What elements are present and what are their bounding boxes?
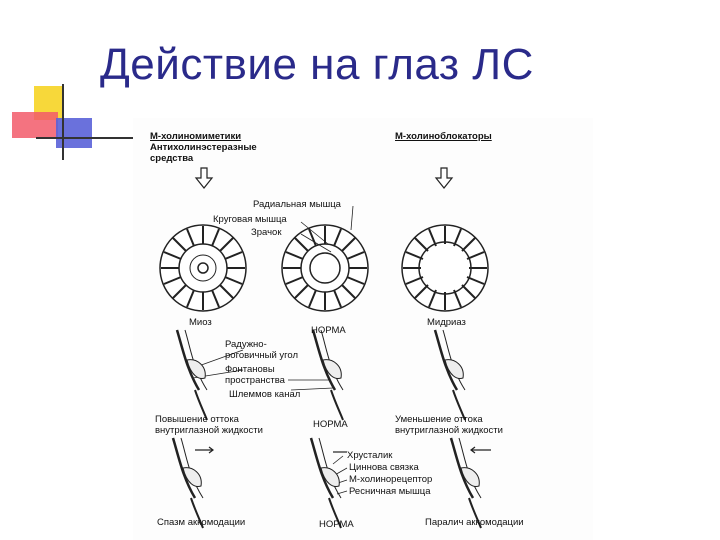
label-lens: Хрусталик — [347, 450, 393, 461]
iris-mydriasis — [402, 225, 488, 311]
label-iridocorneal-2: роговичный угол — [225, 350, 299, 361]
label-m-cholinomimetics: М-холиномиметики — [150, 131, 242, 142]
label-schlemm-canal: Шлеммов канал — [229, 389, 301, 400]
iris-miosis — [160, 225, 246, 311]
label-miosis: Миоз — [189, 317, 212, 328]
iris-normal — [282, 225, 368, 311]
decor-red-square — [12, 112, 58, 138]
label-circular-muscle: Круговая мышца — [213, 214, 287, 225]
label-spasm-accommodation: Спазм аккомодации — [157, 517, 246, 528]
label-pupil: Зрачок — [251, 227, 282, 238]
label-radial-muscle: Радиальная мышца — [253, 199, 341, 210]
decor-vertical-line — [62, 84, 64, 160]
label-mydriasis: Мидриаз — [427, 317, 466, 328]
label-outflow-up-2: внутриглазной жидкости — [155, 425, 263, 436]
label-norm-2: НОРМА — [313, 419, 348, 430]
eye-drug-action-figure — [133, 118, 593, 540]
label-m-cholinoblockers: М-холиноблокаторы — [395, 131, 492, 142]
label-zinn-ligament: Циннова связка — [349, 462, 419, 473]
label-m-cholinoreceptor: М-холинорецептор — [349, 474, 433, 485]
label-anticholinesterase: Антихолинэстеразные — [150, 142, 257, 153]
label-fontana-2: пространства — [225, 375, 285, 386]
label-outflow-down-2: внутриглазной жидкости — [395, 425, 503, 436]
label-ciliary-muscle: Ресничная мышца — [349, 486, 431, 497]
label-agents: средства — [150, 153, 194, 164]
label-outflow-down-1: Уменьшение оттока — [395, 414, 483, 425]
label-norm-3: НОРМА — [319, 519, 354, 530]
label-paralysis-accommodation: Паралич аккомодации — [425, 517, 524, 528]
label-fontana-1: Фонтановы — [225, 364, 275, 375]
label-outflow-up-1: Повышение оттока — [155, 414, 239, 425]
slide-title: Действие на глаз ЛС — [100, 40, 534, 89]
decor-horizontal-line — [36, 137, 136, 139]
label-norm-1: НОРМА — [311, 325, 346, 336]
label-iridocorneal-1: Радужно- — [225, 339, 267, 350]
